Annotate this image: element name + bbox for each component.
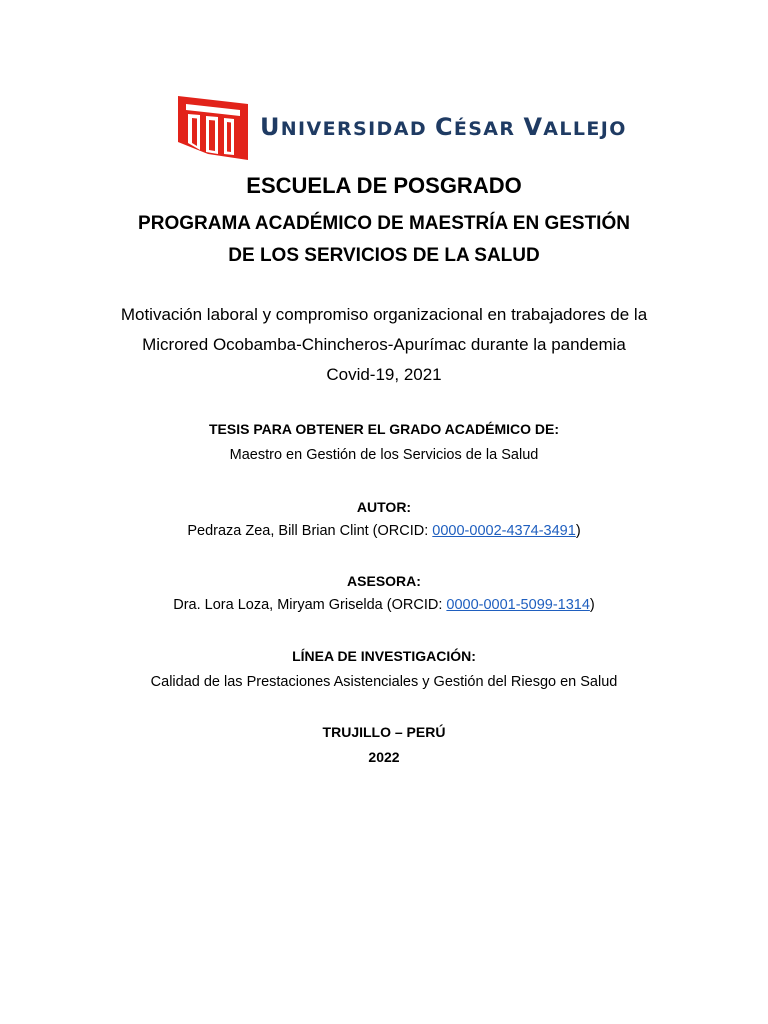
school-name: ESCUELA DE POSGRADO bbox=[246, 173, 522, 198]
place: TRUJILLO – PERÚ bbox=[322, 724, 446, 740]
author-orcid-link[interactable]: 0000-0002-4374-3491 bbox=[432, 523, 576, 539]
research-line-value: Calidad de las Prestaciones Asistenciales y Gestión del Riesgo en Salud bbox=[150, 674, 618, 690]
research-line-label: LÍNEA DE INVESTIGACIÓN: bbox=[292, 648, 476, 664]
program-line-1: PROGRAMA ACADÉMICO DE MAESTRÍA EN GESTIÓN bbox=[138, 213, 630, 234]
university-logo bbox=[178, 96, 672, 160]
degree-label: TESIS PARA OBTENER EL GRADO ACADÉMICO DE: bbox=[208, 421, 560, 437]
thesis-title-line-1: Motivación laboral y compromiso organizacional en trabajadores de la bbox=[120, 305, 648, 324]
university-shield-icon bbox=[178, 96, 248, 160]
author-name: Pedraza Zea, Bill Brian Clint (ORCID: bbox=[187, 523, 433, 539]
year: 2022 bbox=[368, 749, 400, 765]
thesis-title bbox=[0, 300, 768, 390]
author-label: AUTOR: bbox=[356, 499, 412, 515]
university-wordmark: UNIVERSIDAD CÉSAR VALLEJO bbox=[260, 113, 627, 141]
advisor-label: ASESORA: bbox=[347, 573, 421, 589]
thesis-title-line-3: Covid-19, 2021 bbox=[326, 365, 442, 384]
program-name bbox=[0, 208, 768, 272]
advisor-line: Dra. Lora Loza, Miryam Griselda (ORCID: 0000-0001-5099-1314) bbox=[173, 597, 595, 613]
advisor-name: Dra. Lora Loza, Miryam Griselda (ORCID: bbox=[173, 597, 447, 613]
program-line-2: DE LOS SERVICIOS DE LA SALUD bbox=[228, 245, 540, 266]
degree-value: Maestro en Gestión de los Servicios de la Salud bbox=[229, 447, 539, 463]
thesis-title-line-2: Microred Ocobamba-Chincheros-Apurímac durante la pandemia bbox=[142, 335, 626, 354]
author-line: Pedraza Zea, Bill Brian Clint (ORCID: 0000-0002-4374-3491) bbox=[187, 523, 581, 539]
advisor-orcid-link[interactable]: 0000-0001-5099-1314 bbox=[446, 597, 590, 613]
